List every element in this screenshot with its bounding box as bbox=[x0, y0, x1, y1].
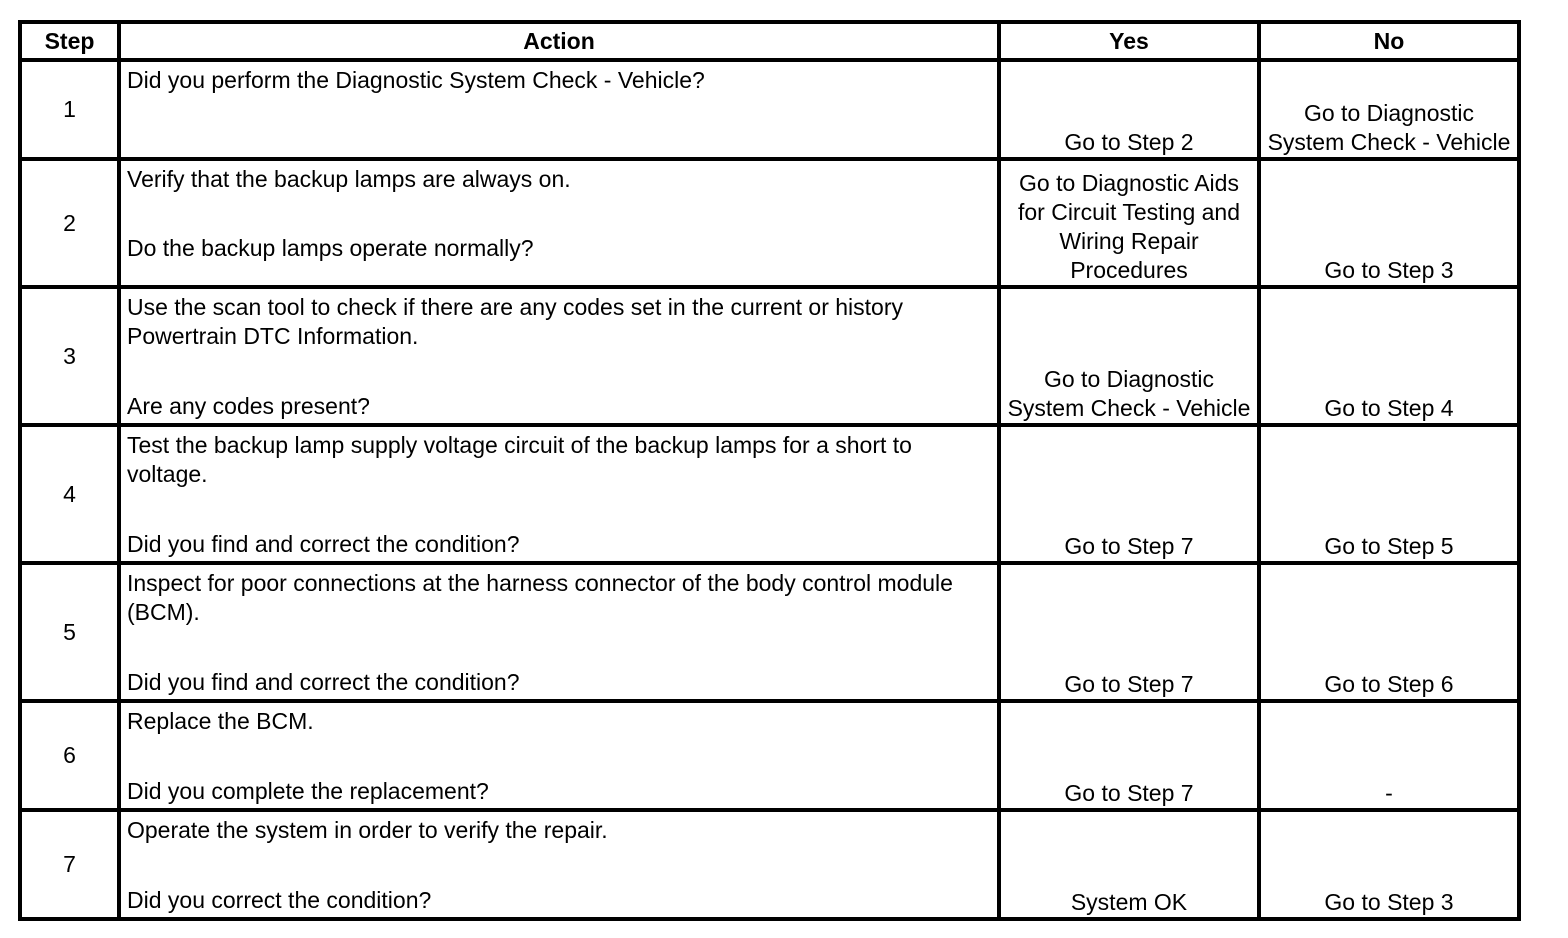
yes-answer: Go to Diagnostic System Check - Vehicle bbox=[1007, 366, 1251, 421]
yes-cell bbox=[999, 425, 1259, 563]
action-instruction: Operate the system in order to verify the repair. bbox=[127, 817, 608, 843]
diagnostic-table bbox=[18, 20, 1521, 921]
step-number: 5 bbox=[20, 563, 119, 701]
header-step: Step bbox=[20, 22, 119, 60]
action-instruction: Test the backup lamp supply voltage circuit of the backup lamps for a short to voltage. bbox=[127, 432, 912, 487]
no-cell bbox=[1259, 810, 1519, 919]
header-yes: Yes bbox=[999, 22, 1259, 60]
action-question: Do the backup lamps operate normally? bbox=[127, 235, 534, 261]
action-cell bbox=[119, 810, 999, 919]
yes-cell bbox=[999, 287, 1259, 425]
yes-answer: Go to Step 7 bbox=[1064, 671, 1194, 697]
no-answer: - bbox=[1385, 780, 1393, 806]
table-row bbox=[20, 701, 1519, 810]
step-number: 6 bbox=[20, 701, 119, 810]
action-cell bbox=[119, 701, 999, 810]
table-row bbox=[20, 60, 1519, 159]
action-instruction: Inspect for poor connections at the harness connector of the body control module (BCM). bbox=[127, 570, 953, 625]
action-instruction: Use the scan tool to check if there are any codes set in the current or history Powertrain DTC Information. bbox=[127, 294, 904, 349]
no-cell bbox=[1259, 60, 1519, 159]
yes-cell bbox=[999, 810, 1259, 919]
header-action: Action bbox=[119, 22, 999, 60]
action-cell bbox=[119, 60, 999, 159]
step-number: 4 bbox=[20, 425, 119, 563]
no-cell bbox=[1259, 701, 1519, 810]
table-row bbox=[20, 563, 1519, 701]
step-number: 1 bbox=[20, 60, 119, 159]
yes-cell bbox=[999, 159, 1259, 287]
no-answer: Go to Diagnostic System Check - Vehicle bbox=[1267, 100, 1511, 155]
action-cell bbox=[119, 425, 999, 563]
no-cell bbox=[1259, 563, 1519, 701]
no-answer: Go to Step 3 bbox=[1324, 257, 1454, 283]
action-cell bbox=[119, 159, 999, 287]
no-answer: Go to Step 5 bbox=[1324, 533, 1454, 559]
step-number: 3 bbox=[20, 287, 119, 425]
no-answer: Go to Step 4 bbox=[1324, 395, 1454, 421]
step-number: 2 bbox=[20, 159, 119, 287]
yes-answer: Go to Step 2 bbox=[1064, 129, 1194, 155]
table-row bbox=[20, 287, 1519, 425]
table-row bbox=[20, 159, 1519, 287]
header-row bbox=[20, 22, 1519, 60]
table-row bbox=[20, 810, 1519, 919]
yes-answer: Go to Diagnostic Aids for Circuit Testing and Wiring Repair Procedures bbox=[1017, 170, 1240, 283]
header-no: No bbox=[1259, 22, 1519, 60]
action-cell bbox=[119, 563, 999, 701]
no-cell bbox=[1259, 159, 1519, 287]
yes-cell bbox=[999, 563, 1259, 701]
action-cell bbox=[119, 287, 999, 425]
no-cell bbox=[1259, 287, 1519, 425]
action-question: Did you find and correct the condition? bbox=[127, 531, 520, 557]
yes-cell bbox=[999, 60, 1259, 159]
action-question: Did you correct the condition? bbox=[127, 887, 432, 913]
step-number: 7 bbox=[20, 810, 119, 919]
yes-cell bbox=[999, 701, 1259, 810]
no-answer: Go to Step 6 bbox=[1324, 671, 1454, 697]
action-question: Did you perform the Diagnostic System Check - Vehicle? bbox=[127, 67, 705, 93]
yes-answer: Go to Step 7 bbox=[1064, 533, 1194, 559]
action-instruction: Verify that the backup lamps are always on. bbox=[127, 166, 571, 192]
action-question: Are any codes present? bbox=[127, 393, 370, 419]
yes-answer: Go to Step 7 bbox=[1064, 780, 1194, 806]
no-cell bbox=[1259, 425, 1519, 563]
yes-answer: System OK bbox=[1070, 889, 1188, 915]
table-row bbox=[20, 425, 1519, 563]
action-instruction: Replace the BCM. bbox=[127, 708, 314, 734]
action-question: Did you find and correct the condition? bbox=[127, 669, 520, 695]
action-question: Did you complete the replacement? bbox=[127, 778, 489, 804]
no-answer: Go to Step 3 bbox=[1324, 889, 1454, 915]
